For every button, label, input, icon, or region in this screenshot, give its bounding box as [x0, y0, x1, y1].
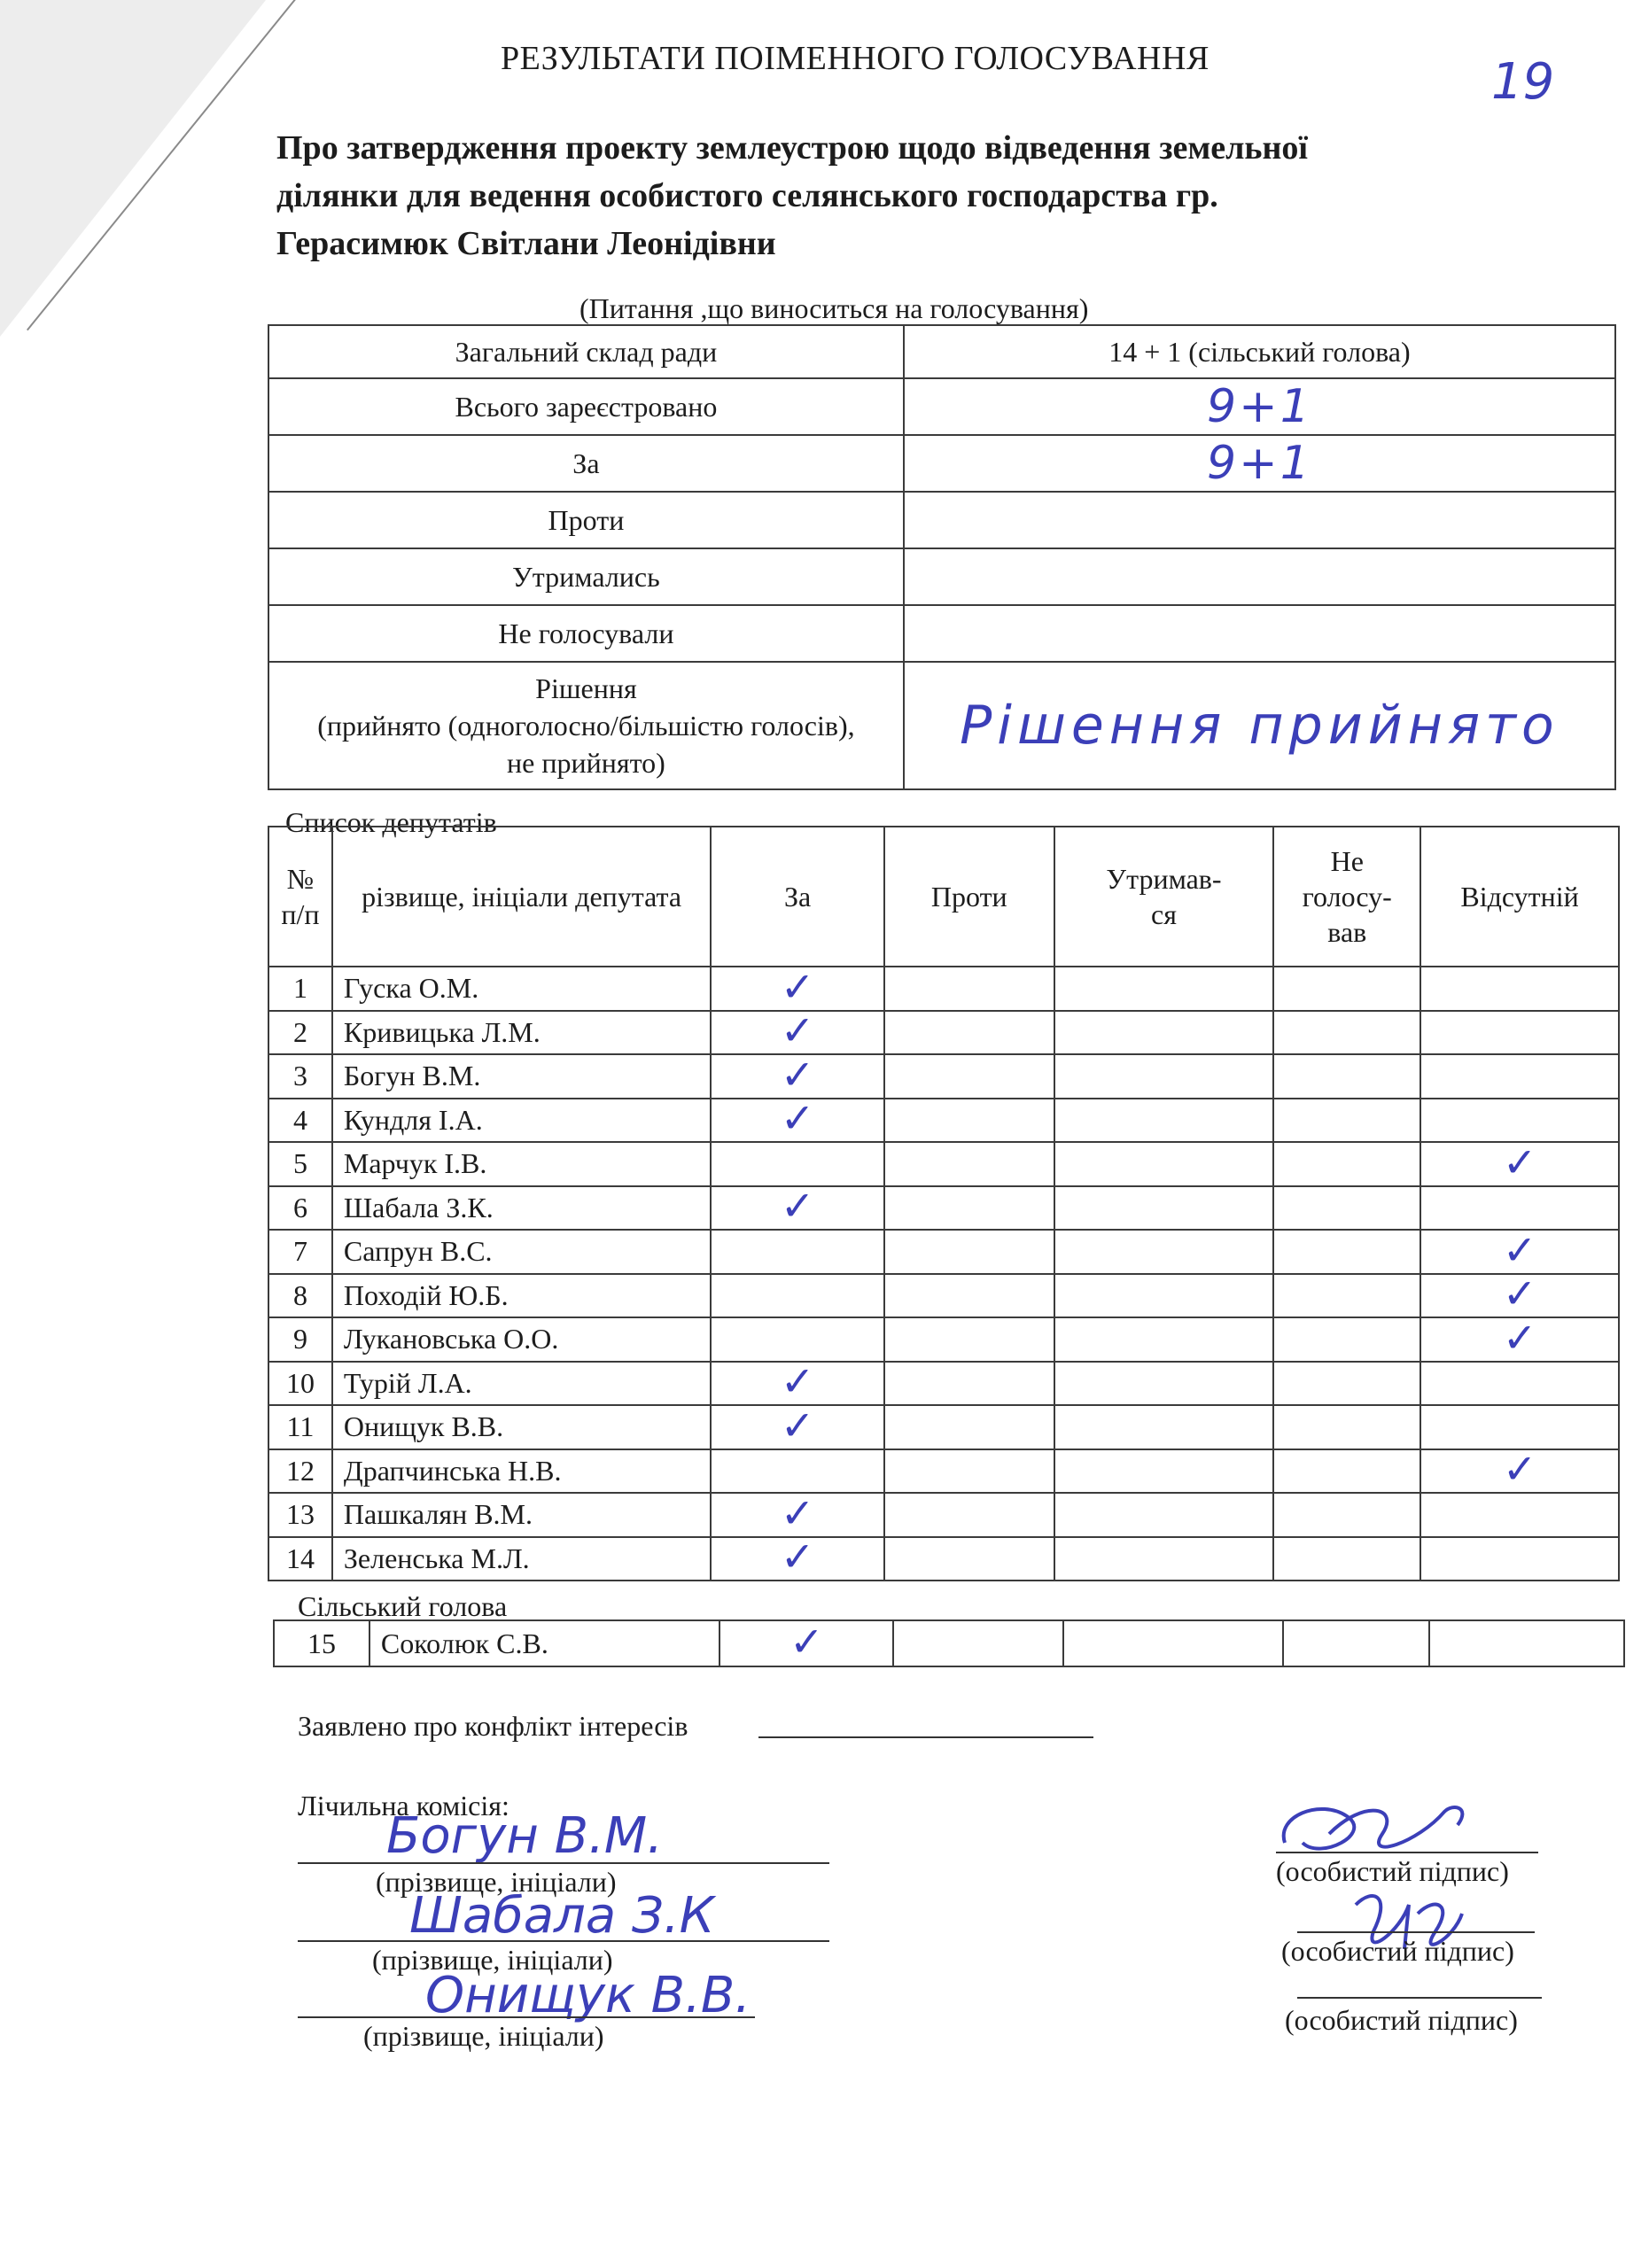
row-number: 3 — [268, 1054, 332, 1099]
deputy-name: Кривицька Л.М. — [332, 1011, 711, 1055]
vote-cell-abstained — [1054, 967, 1274, 1011]
decision-label: Рішення (прийнято (одноголосно/більшістю голосів), не прийнято) — [268, 662, 904, 789]
vote-cell-absent — [1420, 1405, 1619, 1449]
check-mark-icon: ✓ — [780, 1357, 815, 1406]
vote-cell-abstained — [1054, 1230, 1274, 1274]
vote-cell-absent — [1420, 1138, 1619, 1186]
deputy-row — [268, 1274, 1619, 1318]
vote-cell-absent — [1420, 1537, 1619, 1581]
vote-cell-abstained — [1054, 1493, 1274, 1537]
summary-row-for — [268, 435, 1615, 492]
check-mark-icon: ✓ — [780, 1533, 815, 1581]
signature-3-line — [1297, 1997, 1542, 1999]
total-value: 14 + 1 (сільський голова) — [904, 325, 1615, 378]
vote-cell-absent — [1420, 1445, 1619, 1494]
vote-cell-against — [893, 1620, 1063, 1666]
deputy-name: Соколюк С.В. — [369, 1620, 720, 1666]
check-mark-icon: ✓ — [780, 1006, 815, 1055]
summary-row-registered — [268, 378, 1615, 435]
not-voted-value — [904, 605, 1615, 662]
deputy-row — [268, 1449, 1619, 1494]
deputy-row — [268, 1011, 1619, 1055]
col-name: різвище, ініціали депутата — [332, 827, 711, 967]
deputy-name: Сапрун В.С. — [332, 1230, 711, 1274]
vote-cell-not-voted — [1273, 1493, 1420, 1537]
for-label: За — [268, 435, 904, 492]
page-number: 19 — [1491, 53, 1555, 111]
member-2-line — [298, 1940, 829, 1942]
summary-row-total — [268, 325, 1615, 378]
vote-cell-abstained — [1054, 1405, 1274, 1449]
vote-cell-for — [711, 1006, 884, 1055]
signature-2-caption: (особистий підпис) — [1281, 1935, 1514, 1967]
vote-cell-not-voted — [1273, 1142, 1420, 1186]
against-label: Проти — [268, 492, 904, 548]
col-absent: Відсутній — [1420, 827, 1619, 967]
head-row — [274, 1620, 1624, 1666]
vote-cell-absent — [1420, 1362, 1619, 1406]
abstained-label: Утримались — [268, 548, 904, 605]
vote-cell-absent — [1420, 1054, 1619, 1099]
deputies-table — [268, 826, 1620, 1581]
vote-cell-not-voted — [1273, 1099, 1420, 1143]
deputy-row — [268, 1142, 1619, 1186]
against-value — [904, 492, 1615, 548]
decision-value: Рішення прийнято — [960, 695, 1560, 757]
row-number: 13 — [268, 1493, 332, 1537]
vote-cell-for — [711, 1094, 884, 1143]
deputy-row — [268, 967, 1619, 1011]
deputy-name: Турій Л.А. — [332, 1362, 711, 1406]
head-label: Сільський голова — [298, 1590, 508, 1622]
vote-cell-abstained — [1054, 1362, 1274, 1406]
col-num: № п/п — [268, 827, 332, 967]
deputy-name: Походій Ю.Б. — [332, 1274, 711, 1318]
folded-corner — [0, 0, 266, 337]
vote-cell-abstained — [1054, 1054, 1274, 1099]
vote-cell-for — [711, 1488, 884, 1537]
summary-row-not-voted — [268, 605, 1615, 662]
row-number: 15 — [274, 1620, 369, 1666]
conflict-label: Заявлено про конфлікт інтересів — [298, 1710, 688, 1742]
vote-cell-against — [884, 1493, 1054, 1537]
row-number: 9 — [268, 1317, 332, 1362]
vote-cell-for — [711, 1533, 884, 1581]
deputies-header-row — [268, 827, 1619, 967]
vote-cell-absent — [1429, 1620, 1624, 1666]
vote-cell-abstained — [1054, 1142, 1274, 1186]
vote-cell-absent — [1420, 967, 1619, 1011]
member-1-caption: (прізвище, ініціали) — [376, 1866, 617, 1898]
vote-cell-for — [711, 1449, 884, 1494]
check-mark-icon: ✓ — [789, 1618, 824, 1666]
deputy-row — [268, 1186, 1619, 1231]
vote-cell-against — [884, 1537, 1054, 1581]
vote-cell-not-voted — [1273, 1317, 1420, 1362]
check-mark-icon: ✓ — [1502, 1313, 1537, 1362]
head-table — [273, 1619, 1625, 1667]
vote-cell-abstained — [1054, 1537, 1274, 1581]
vote-cell-absent — [1420, 1225, 1619, 1274]
signature-1-line — [1276, 1852, 1538, 1853]
deputy-name: Гуска О.М. — [332, 967, 711, 1011]
vote-cell-against — [884, 1099, 1054, 1143]
vote-cell-against — [884, 1274, 1054, 1318]
vote-cell-absent — [1420, 1011, 1619, 1055]
check-mark-icon: ✓ — [780, 1182, 815, 1231]
vote-cell-abstained — [1054, 1449, 1274, 1494]
document-title: РЕЗУЛЬТАТИ ПОІМЕННОГО ГОЛОСУВАННЯ — [501, 40, 1210, 77]
member-3-handwritten: Онищук В.В. — [425, 1967, 751, 2024]
row-number: 11 — [268, 1405, 332, 1449]
member-1-line — [298, 1862, 829, 1864]
member-1-handwritten: Богун В.М. — [386, 1807, 663, 1865]
vote-cell-absent — [1420, 1186, 1619, 1231]
deputy-row — [268, 1054, 1619, 1099]
signature-3-caption: (особистий підпис) — [1285, 2004, 1518, 2036]
row-number: 10 — [268, 1362, 332, 1406]
deputy-name: Шабала З.К. — [332, 1186, 711, 1231]
deputy-name: Пашкалян В.М. — [332, 1493, 711, 1537]
vote-cell-not-voted — [1273, 1230, 1420, 1274]
check-mark-icon: ✓ — [780, 1094, 815, 1143]
deputy-name: Онищук В.В. — [332, 1405, 711, 1449]
check-mark-icon: ✓ — [780, 1488, 815, 1537]
summary-row-abstained — [268, 548, 1615, 605]
signature-1-caption: (особистий підпис) — [1276, 1855, 1509, 1887]
vote-cell-not-voted — [1273, 1186, 1420, 1231]
vote-cell-not-voted — [1273, 1362, 1420, 1406]
col-for: За — [711, 827, 884, 967]
deputy-row — [268, 1230, 1619, 1274]
deputy-name: Богун В.М. — [332, 1054, 711, 1099]
vote-cell-against — [884, 1317, 1054, 1362]
deputy-row — [268, 1317, 1619, 1362]
question-caption: (Питання ,що виноситься на голосування) — [579, 292, 1089, 324]
check-mark-icon: ✓ — [780, 1050, 815, 1099]
vote-cell-against — [884, 1362, 1054, 1406]
deputies-body — [268, 962, 1619, 1581]
vote-cell-abstained — [1054, 1186, 1274, 1231]
col-against: Проти — [884, 827, 1054, 967]
vote-cell-abstained — [1054, 1274, 1274, 1318]
deputy-row — [268, 1405, 1619, 1449]
for-value: 9+1 — [1207, 437, 1312, 490]
row-number: 2 — [268, 1011, 332, 1055]
member-3-caption: (прізвище, ініціали) — [363, 2020, 604, 2052]
vote-cell-against — [884, 967, 1054, 1011]
row-number: 6 — [268, 1186, 332, 1231]
registered-label: Всього зареєстровано — [268, 378, 904, 435]
vote-cell-abstained — [1054, 1099, 1274, 1143]
vote-cell-against — [884, 1142, 1054, 1186]
check-mark-icon: ✓ — [1502, 1138, 1537, 1186]
check-mark-icon: ✓ — [1502, 1445, 1537, 1494]
vote-cell-not-voted — [1273, 1274, 1420, 1318]
vote-cell-not-voted — [1273, 967, 1420, 1011]
row-number: 1 — [268, 967, 332, 1011]
vote-cell-for — [711, 1401, 884, 1449]
vote-cell-against — [884, 1405, 1054, 1449]
row-number: 12 — [268, 1449, 332, 1494]
deputy-name: Зеленська М.Л. — [332, 1537, 711, 1581]
commission-label: Лічильна комісія: — [298, 1790, 509, 1821]
summary-row-against — [268, 492, 1615, 548]
vote-cell-not-voted — [1273, 1537, 1420, 1581]
vote-cell-abstained — [1063, 1620, 1283, 1666]
deputy-name: Кундля І.А. — [332, 1099, 711, 1143]
col-abstained: Утримав- ся — [1054, 827, 1274, 967]
vote-cell-for — [719, 1620, 893, 1666]
vote-cell-for — [711, 1230, 884, 1274]
summary-row-decision — [268, 662, 1615, 789]
vote-cell-against — [884, 1449, 1054, 1494]
deputy-row — [268, 1099, 1619, 1143]
member-3-line — [298, 2016, 755, 2018]
row-number: 7 — [268, 1230, 332, 1274]
registered-value: 9+1 — [1207, 380, 1312, 433]
not-voted-label: Не голосували — [268, 605, 904, 662]
row-number: 4 — [268, 1099, 332, 1143]
deputy-row — [268, 1493, 1619, 1537]
check-mark-icon: ✓ — [780, 962, 815, 1011]
deputy-name: Марчук І.В. — [332, 1142, 711, 1186]
signature-2-line — [1297, 1931, 1535, 1933]
vote-cell-for — [711, 1317, 884, 1362]
vote-cell-for — [711, 962, 884, 1011]
vote-cell-absent — [1420, 1270, 1619, 1318]
check-mark-icon: ✓ — [1502, 1225, 1537, 1274]
member-2-handwritten: Шабала З.К — [409, 1887, 715, 1945]
vote-cell-not-voted — [1283, 1620, 1430, 1666]
voting-subject: Про затвердження проекту землеустрою щодо відведення земельної ділянки для ведення особистого селянського господарства гр. Герасимюк Світлани Леонідівни — [276, 129, 1308, 262]
vote-cell-abstained — [1054, 1011, 1274, 1055]
row-number: 5 — [268, 1142, 332, 1186]
vote-cell-not-voted — [1273, 1011, 1420, 1055]
vote-cell-against — [884, 1186, 1054, 1231]
abstained-value — [904, 548, 1615, 605]
total-label: Загальний склад ради — [268, 325, 904, 378]
head-body — [274, 1620, 1624, 1666]
vote-cell-abstained — [1054, 1317, 1274, 1362]
vote-cell-for — [711, 1142, 884, 1186]
vote-cell-not-voted — [1273, 1054, 1420, 1099]
row-number: 8 — [268, 1274, 332, 1318]
vote-cell-against — [884, 1230, 1054, 1274]
vote-cell-against — [884, 1011, 1054, 1055]
vote-cell-for — [711, 1357, 884, 1406]
row-number: 14 — [268, 1537, 332, 1581]
deputy-row — [268, 1362, 1619, 1406]
deputy-row — [268, 1537, 1619, 1581]
deputy-name: Драпчинська Н.В. — [332, 1449, 711, 1494]
summary-table — [268, 324, 1616, 790]
vote-cell-for — [711, 1274, 884, 1318]
vote-cell-not-voted — [1273, 1405, 1420, 1449]
conflict-line — [758, 1736, 1093, 1738]
deputy-name: Лукановська О.О. — [332, 1317, 711, 1362]
col-not-voted: Не голосу- вав — [1273, 827, 1420, 967]
check-mark-icon: ✓ — [780, 1401, 815, 1449]
vote-cell-not-voted — [1273, 1449, 1420, 1494]
check-mark-icon: ✓ — [1502, 1270, 1537, 1318]
vote-cell-absent — [1420, 1493, 1619, 1537]
vote-cell-against — [884, 1054, 1054, 1099]
member-2-caption: (прізвище, ініціали) — [372, 1944, 613, 1976]
vote-cell-for — [711, 1050, 884, 1099]
vote-cell-absent — [1420, 1099, 1619, 1143]
deputies-label: Список депутатів — [285, 806, 497, 838]
vote-cell-for — [711, 1182, 884, 1231]
vote-cell-absent — [1420, 1313, 1619, 1362]
